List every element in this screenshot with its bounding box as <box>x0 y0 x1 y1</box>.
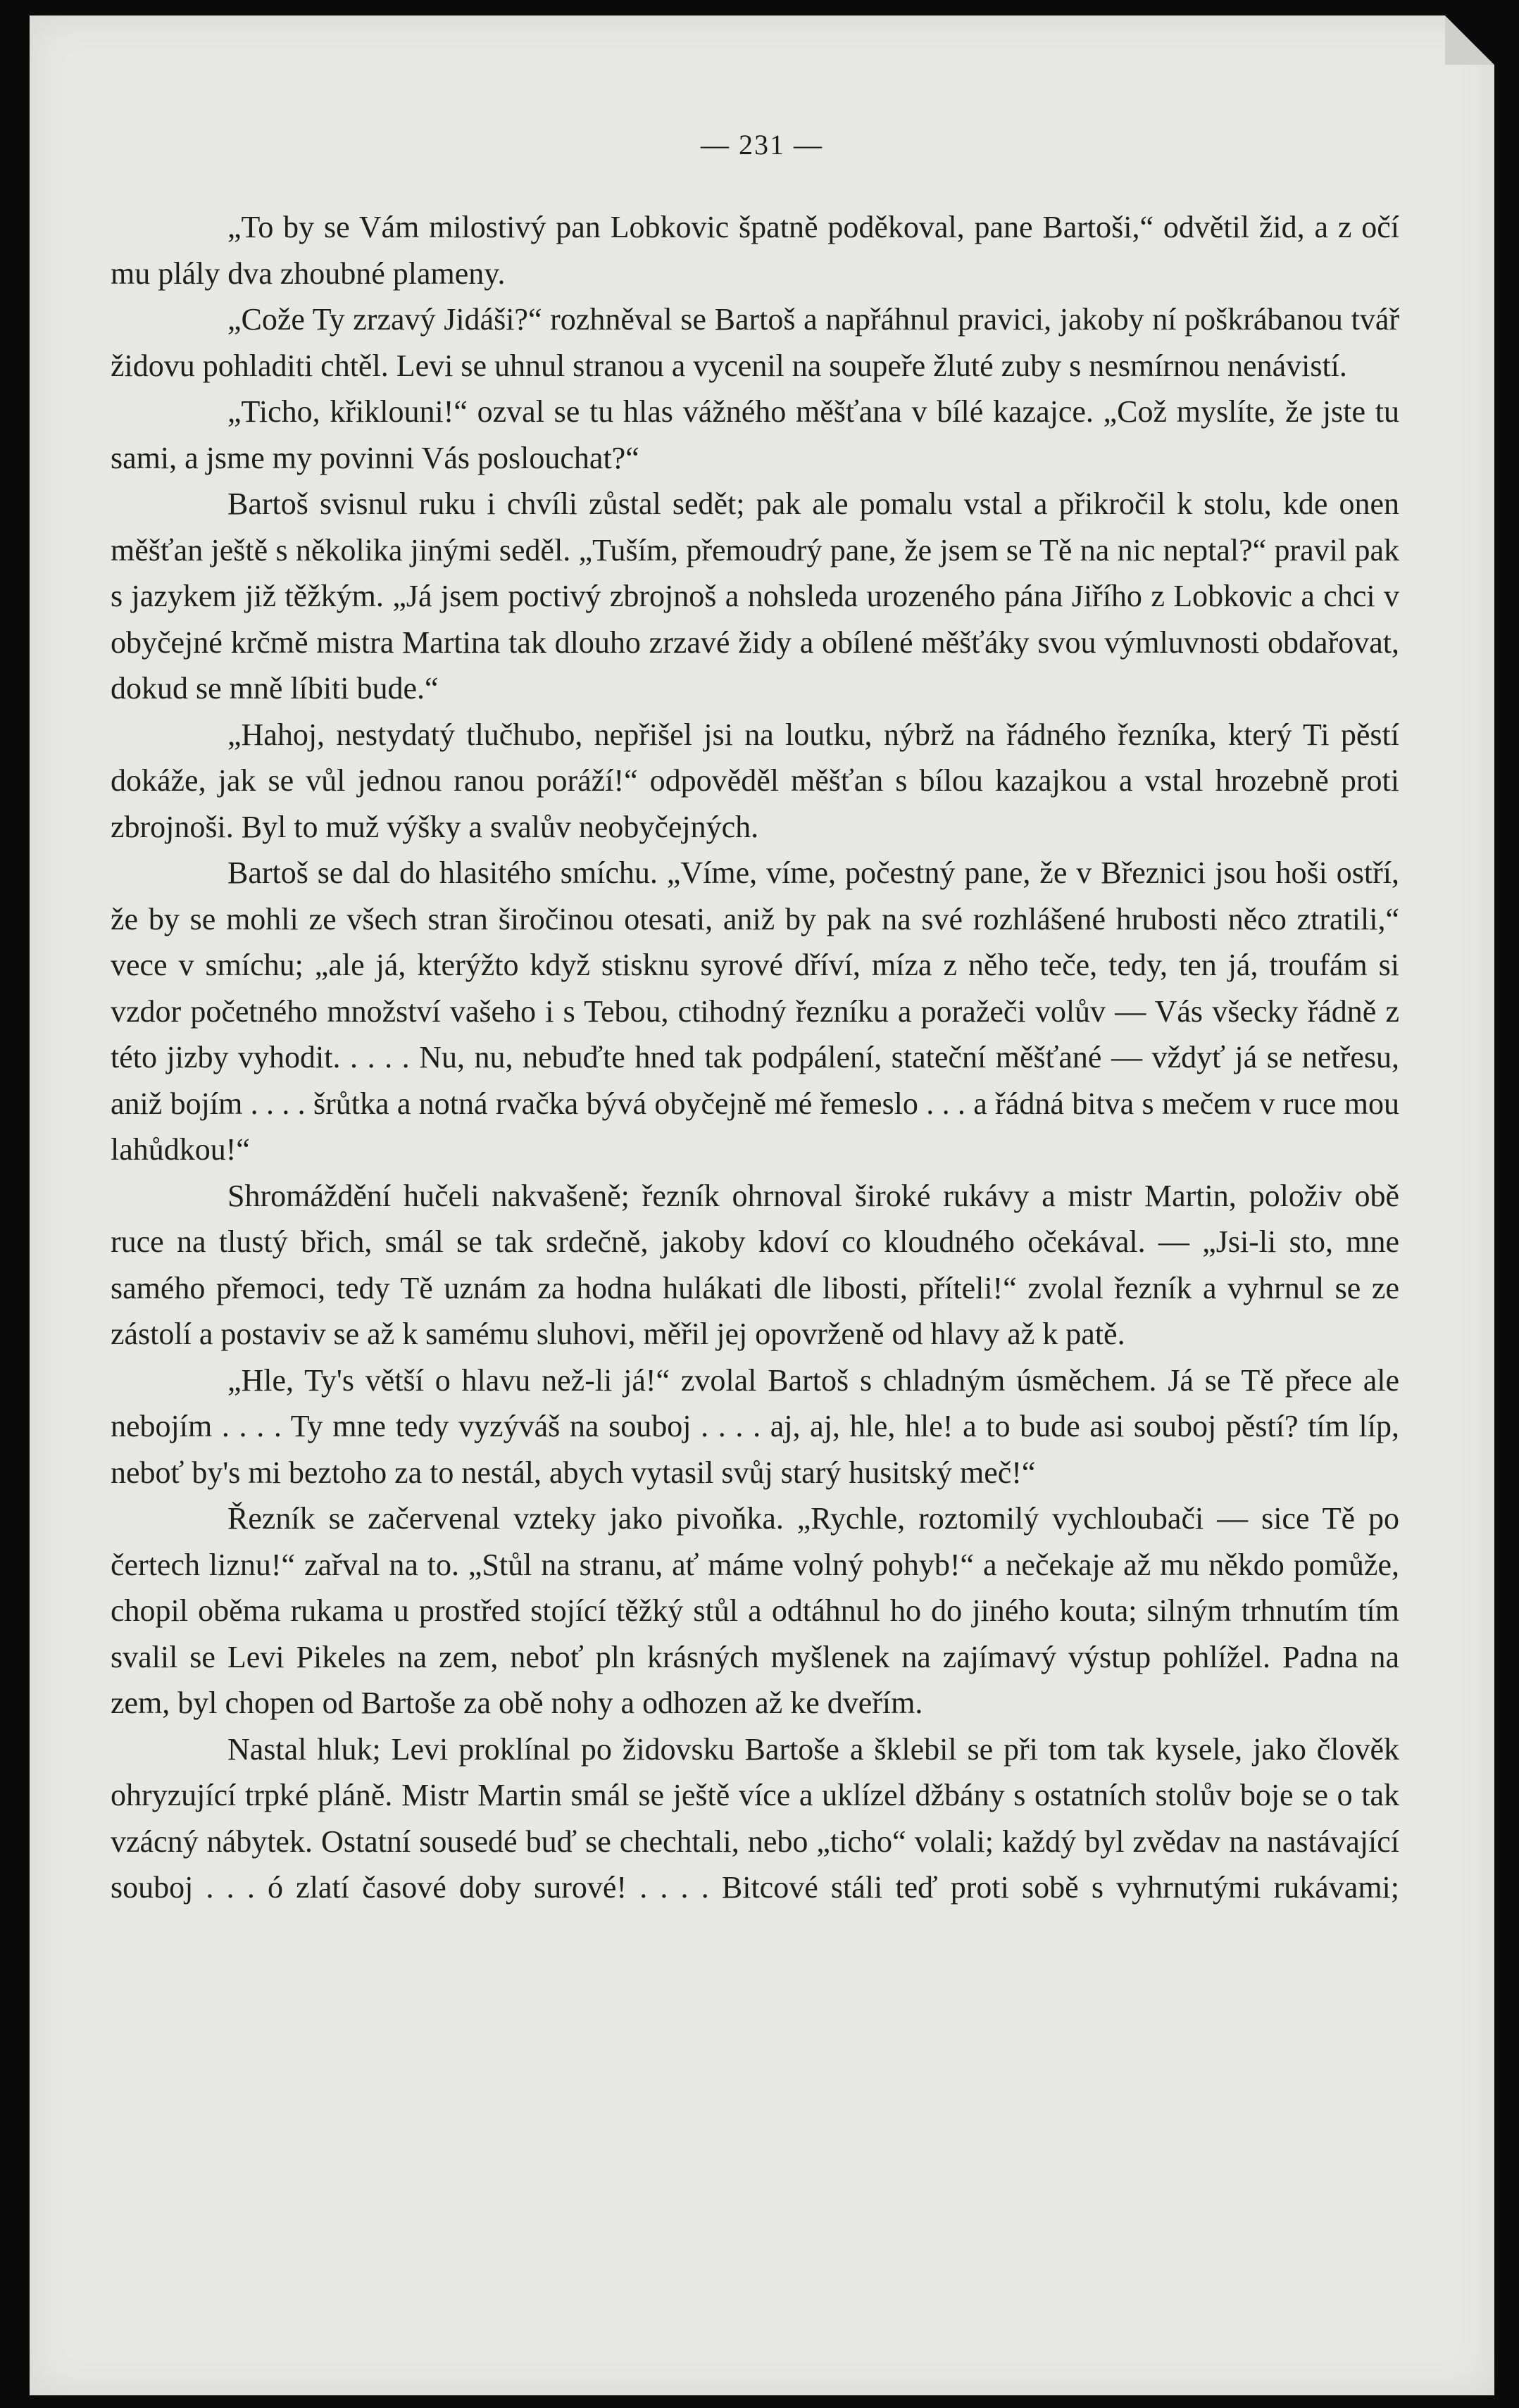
paragraph-4: Bartoš svisnul ruku i chvíli zůstal sedět; pak ale pomalu vstal a přikročil k stolu, kde onen měšťan ještě s několika jinými seděl. „Tuším, přemoudrý pane, že jsem se Tě na nic neptal?“ pravil pak s jazykem již těžkým. „Já jsem poctivý zbrojnoš a nohsleda urozeného pána Jiřího z Lobkovic a chci v obyčejné krčmě mistra Martina tak dlouho zrzavé židy a obílené měšťáky svou výmluvnosti obdařovat, dokud se mně líbiti bude.“ <box>111 487 1399 706</box>
paragraph-1: „To by se Vám milostivý pan Lobkovic špatně poděkoval, pane Bartoši,“ odvětil žid, a z očí mu plály dva zhoubné plameny. <box>111 210 1399 291</box>
book-page <box>30 15 1494 2395</box>
paragraph-8: „Hle, Ty's větší o hlavu než-li já!“ zvolal Bartoš s chladným úsměchem. Já se Tě přece ale nebojím . . . . Ty mne tedy vyzýváš na souboj . . . . aj, aj, hle, hle! a to bude asi souboj pěstí? tím líp, neboť by's mi beztoho za to nestál, abych vytasil svůj starý husitský meč!“ <box>111 1362 1399 1490</box>
paragraph-5: „Hahoj, nestydatý tlučhubo, nepřišel jsi na loutku, nýbrž na řádného řezníka, který Ti pěstí dokáže, jak se vůl jednou ranou poráží!“ odpověděl měšťan s bílou kazajkou a vstal hrozebně proti zbrojnoši. Byl to muž výšky a svalův neobyčejných. <box>111 717 1399 844</box>
paragraph-3: „Ticho, křiklouni!“ ozval se tu hlas vážného měšťana v bílé kazajce. „Což myslíte, že jste tu sami, a jsme my povinni Vás poslouchat?“ <box>111 394 1399 475</box>
paragraph-6: Bartoš se dal do hlasitého smíchu. „Víme, víme, počestný pane, že v Březnici jsou hoši ostří, že by se mohli ze všech stran širočinou otesati, aniž by pak na své rozhlášené hrubosti něco ztratili,“ vece v smíchu; „ale já, kterýžto když stisknu syrové dříví, míza z něho teče, tedy, ten já, troufám si vzdor početného množství vašeho i s Tebou, ctihodný řezníku a poražeči volův — Vás všecky řádně z této jizby vyhodit. . . . . Nu, nu, nebuďte hned tak podpálení, stateční měšťané — vždyť já se netřesu, aniž bojím . . . . šrůtka a notná rvačka bývá obyčejně mé řemeslo . . . a řádná bitva s mečem v ruce mou lahůdkou!“ <box>111 855 1399 1167</box>
page-number: — 231 — <box>701 129 823 161</box>
body-text <box>111 204 1399 1911</box>
folded-corner <box>1445 15 1494 65</box>
paragraph-9: Řezník se začervenal vzteky jako pivoňka. „Rychle, roztomilý vychloubači — sice Tě po čertech liznu!“ zařval na to. „Stůl na stranu, ať máme volný pohyb!“ a nečekaje až mu někdo pomůže, chopil oběma rukama u prostřed stojící těžký stůl a odtáhnul ho do jiného kouta; silným trhnutím tím svalil se Levi Pikeles na zem, neboť pln krásných myšlenek na zajímavý výstup pohlížel. Padna na zem, byl chopen od Bartoše za obě nohy a odhozen až ke dveřím. <box>111 1501 1399 1720</box>
paragraph-2: „Cože Ty zrzavý Jidáši?“ rozhněval se Bartoš a napřáhnul pravici, jakoby ní poškrábanou tvář židovu pohladiti chtěl. Levi se uhnul stranou a vycenil na soupeře žluté zuby s nesmírnou nenávistí. <box>111 302 1399 383</box>
paragraph-10: Nastal hluk; Levi proklínal po židovsku Bartoše a šklebil se při tom tak kysele, jako člověk ohryzující trpké pláně. Mistr Martin smál se ještě více a uklízel džbány s ostatních stolův boje se o tak vzácný nábytek. Ostatní sousedé buď se chechtali, nebo „ticho“ volali; každý byl zvědav na nastávající souboj . . . ó zlatí časové doby surové! . . . . Bitcové stáli teď proti sobě s vyhrnutými rukávami; <box>111 1731 1399 1905</box>
paragraph-7: Shromáždění hučeli nakvašeně; řezník ohrnoval široké rukávy a mistr Martin, položiv obě ruce na tlustý břich, smál se tak srdečně, jakoby kdoví co kloudného očekával. — „Jsi-li sto, mne samého přemoci, tedy Tě uznám za hodna hulákati dle libosti, příteli!“ zvolal řezník a vyhrnul se ze zástolí a postaviv se až k samému sluhovi, měřil jej opovrženě od hlavy až k patě. <box>111 1178 1399 1351</box>
